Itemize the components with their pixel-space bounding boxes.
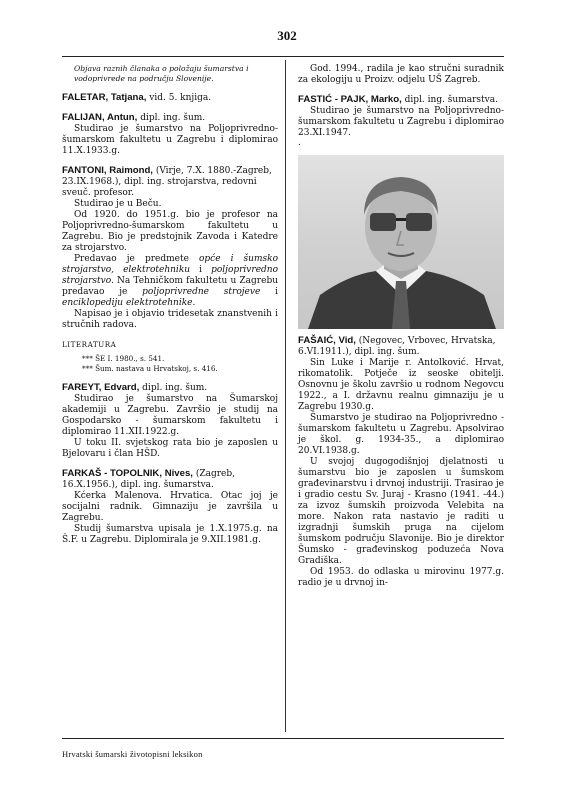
entry-description: (Negovec, Vrbovec, Hrvatska, 6.VI.1911.), dipl. ing. šum. — [298, 336, 496, 357]
literature-item: *** ŠE I. 1980., s. 541. — [82, 354, 165, 363]
portrait-photo — [298, 155, 504, 329]
entry-paragraph: Šumarstvo je studirao na Poljoprivredno - šumarskom fakultetu u Zagrebu. Apsolvirao je škol. g. 1934-35., a diplomirao 20.VI.1938.g. — [298, 413, 504, 456]
entry-name: FAŠAIĆ, Vid, — [298, 335, 356, 346]
entry-farkas — [62, 468, 278, 546]
entry-description: dipl. ing. šum. — [139, 383, 208, 393]
continued-text: Objava raznih članaka o položaju šumarstva i vodoprivrede na području Slovenije. — [74, 64, 249, 83]
right-column — [298, 64, 504, 597]
entry-name: FASTIĆ - PAJK, Marko, — [298, 94, 402, 105]
footer-title: Hrvatski šumarski životopisni leksikon — [62, 749, 203, 759]
entry-paragraph: Studirao je šumarstvo na Poljoprivredno-šumarskom fakultetu u Zagrebu i diplomirao 23.XI.1947. — [298, 106, 504, 138]
entry-name: FALIJAN, Antun, — [62, 112, 138, 123]
literature-item: *** Šum. nastava u Hrvatskoj, s. 416. — [82, 364, 218, 373]
entry-description: (Zagreb, 16.X.1956.), dipl. ing. šumarstva. — [62, 469, 235, 490]
entry-fareyt — [62, 382, 278, 460]
entry-paragraph: Studirao je šumarstvo na Šumarskoj akademiji u Zagrebu. Završio je studij na Gospodarsko - šumarskom fakultetu i diplomirao 11.XII.1922.g. — [62, 394, 278, 437]
entry-paragraph: Sin Luke i Marije r. Antolković. Hrvat, rikomatolik. Potječe iz seoske obitelji. Osnovnu je školu završio u rodnom Negovcu 1922., a I. državnu realnu gimnaziju je u Zagrebu 1930.g. — [298, 358, 504, 412]
bottom-rule — [62, 738, 504, 739]
entry-fantoni — [62, 165, 278, 374]
entry-paragraph: Studirao je u Beču. — [74, 199, 162, 209]
entry-paragraph: U toku II. svjetskog rata bio je zaposlen u Bjelovaru i član HŠD. — [62, 438, 278, 459]
entry-description: vid. 5. knjiga. — [146, 93, 212, 103]
entry-paragraph: Predavao je predmete opće i šumsko strojarstvo, elektrotehniku i poljoprivredno strojarstvo. Na Tehničkom fakultetu u Zagrebu predavao je poljoprivredne strojeve i enciklopediju elektrotehnike. — [62, 254, 278, 308]
entry-paragraph: Kćerka Malenova. Hrvatica. Otac joj je socijalni radnik. Gimnaziju je završila u Zagrebu. — [62, 491, 278, 523]
entry-faletar — [62, 92, 278, 104]
left-column — [62, 64, 278, 554]
entry-paragraph: Od 1953. do odlaska u mirovinu 1977.g. radio je u drvnoj in- — [298, 567, 504, 588]
top-rule — [62, 56, 504, 57]
entry-description: (Virje, 7.X. 1880.-Zagreb, 23.IX.1968.), dipl. ing. strojarstva, redovni sveuč. profesor. — [62, 166, 272, 198]
literature-heading: LITERATURA — [62, 340, 117, 349]
column-divider — [285, 60, 286, 732]
entry-name: FANTONI, Raimond, — [62, 165, 153, 176]
stray-dot: . — [298, 138, 301, 148]
entry-paragraph: Studij šumarstva upisala je 1.X.1975.g. na Š.F. u Zagrebu. Diplomirala je 9.XII.1981.g. — [62, 524, 278, 545]
entry-paragraph: Studirao je šumarstvo na Poljoprivredno-šumarskom fakultetu u Zagrebu i diplomirao 11.X.1933.g. — [62, 124, 278, 156]
entry-paragraph: U svojoj dugogodišnjoj djelatnosti u šumarstvu bio je zaposlen u šumskom građevinarstvu i drvnoj industriji. Trasirao je i gradio cestu Sv. Juraj - Krasno (1941. -44.) za izvoz šumskih proizvoda Velebita na more. Nakon rata nastavio je raditi u izgradnji šumskih pruga na cijelom šumskom području Slavonije. Bio je direktor Šumsko - građevinskog poduzeća Nova Gradiška. — [298, 457, 504, 566]
entry-name: FALETAR, Tatjana, — [62, 92, 147, 103]
entry-fasaic — [298, 335, 504, 589]
entry-name: FARKAŠ - TOPOLNIK, Nives, — [62, 468, 193, 479]
portrait-image — [298, 155, 504, 329]
entry-description: dipl. ing. šum. — [137, 113, 206, 123]
page-number: 302 — [277, 28, 297, 43]
entry-name: FAREYT, Edvard, — [62, 382, 140, 393]
entry-description: dipl. ing. šumarstva. — [401, 95, 498, 105]
entry-fastic-pajk — [298, 94, 504, 147]
entry-paragraph: Od 1920. do 1951.g. bio je profesor na Poljoprivredno-šumarskom fakultetu u Zagrebu. Bio je predstojnik Zavoda i Katedre za strojarstvo. — [62, 210, 278, 253]
continued-text: God. 1994., radila je kao stručni suradnik za ekologiju u Proizv. odjelu UŠ Zagreb. — [298, 64, 504, 85]
entry-falijan — [62, 112, 278, 157]
entry-paragraph: Napisao je i objavio tridesetak znanstvenih i stručnih radova. — [62, 309, 278, 330]
